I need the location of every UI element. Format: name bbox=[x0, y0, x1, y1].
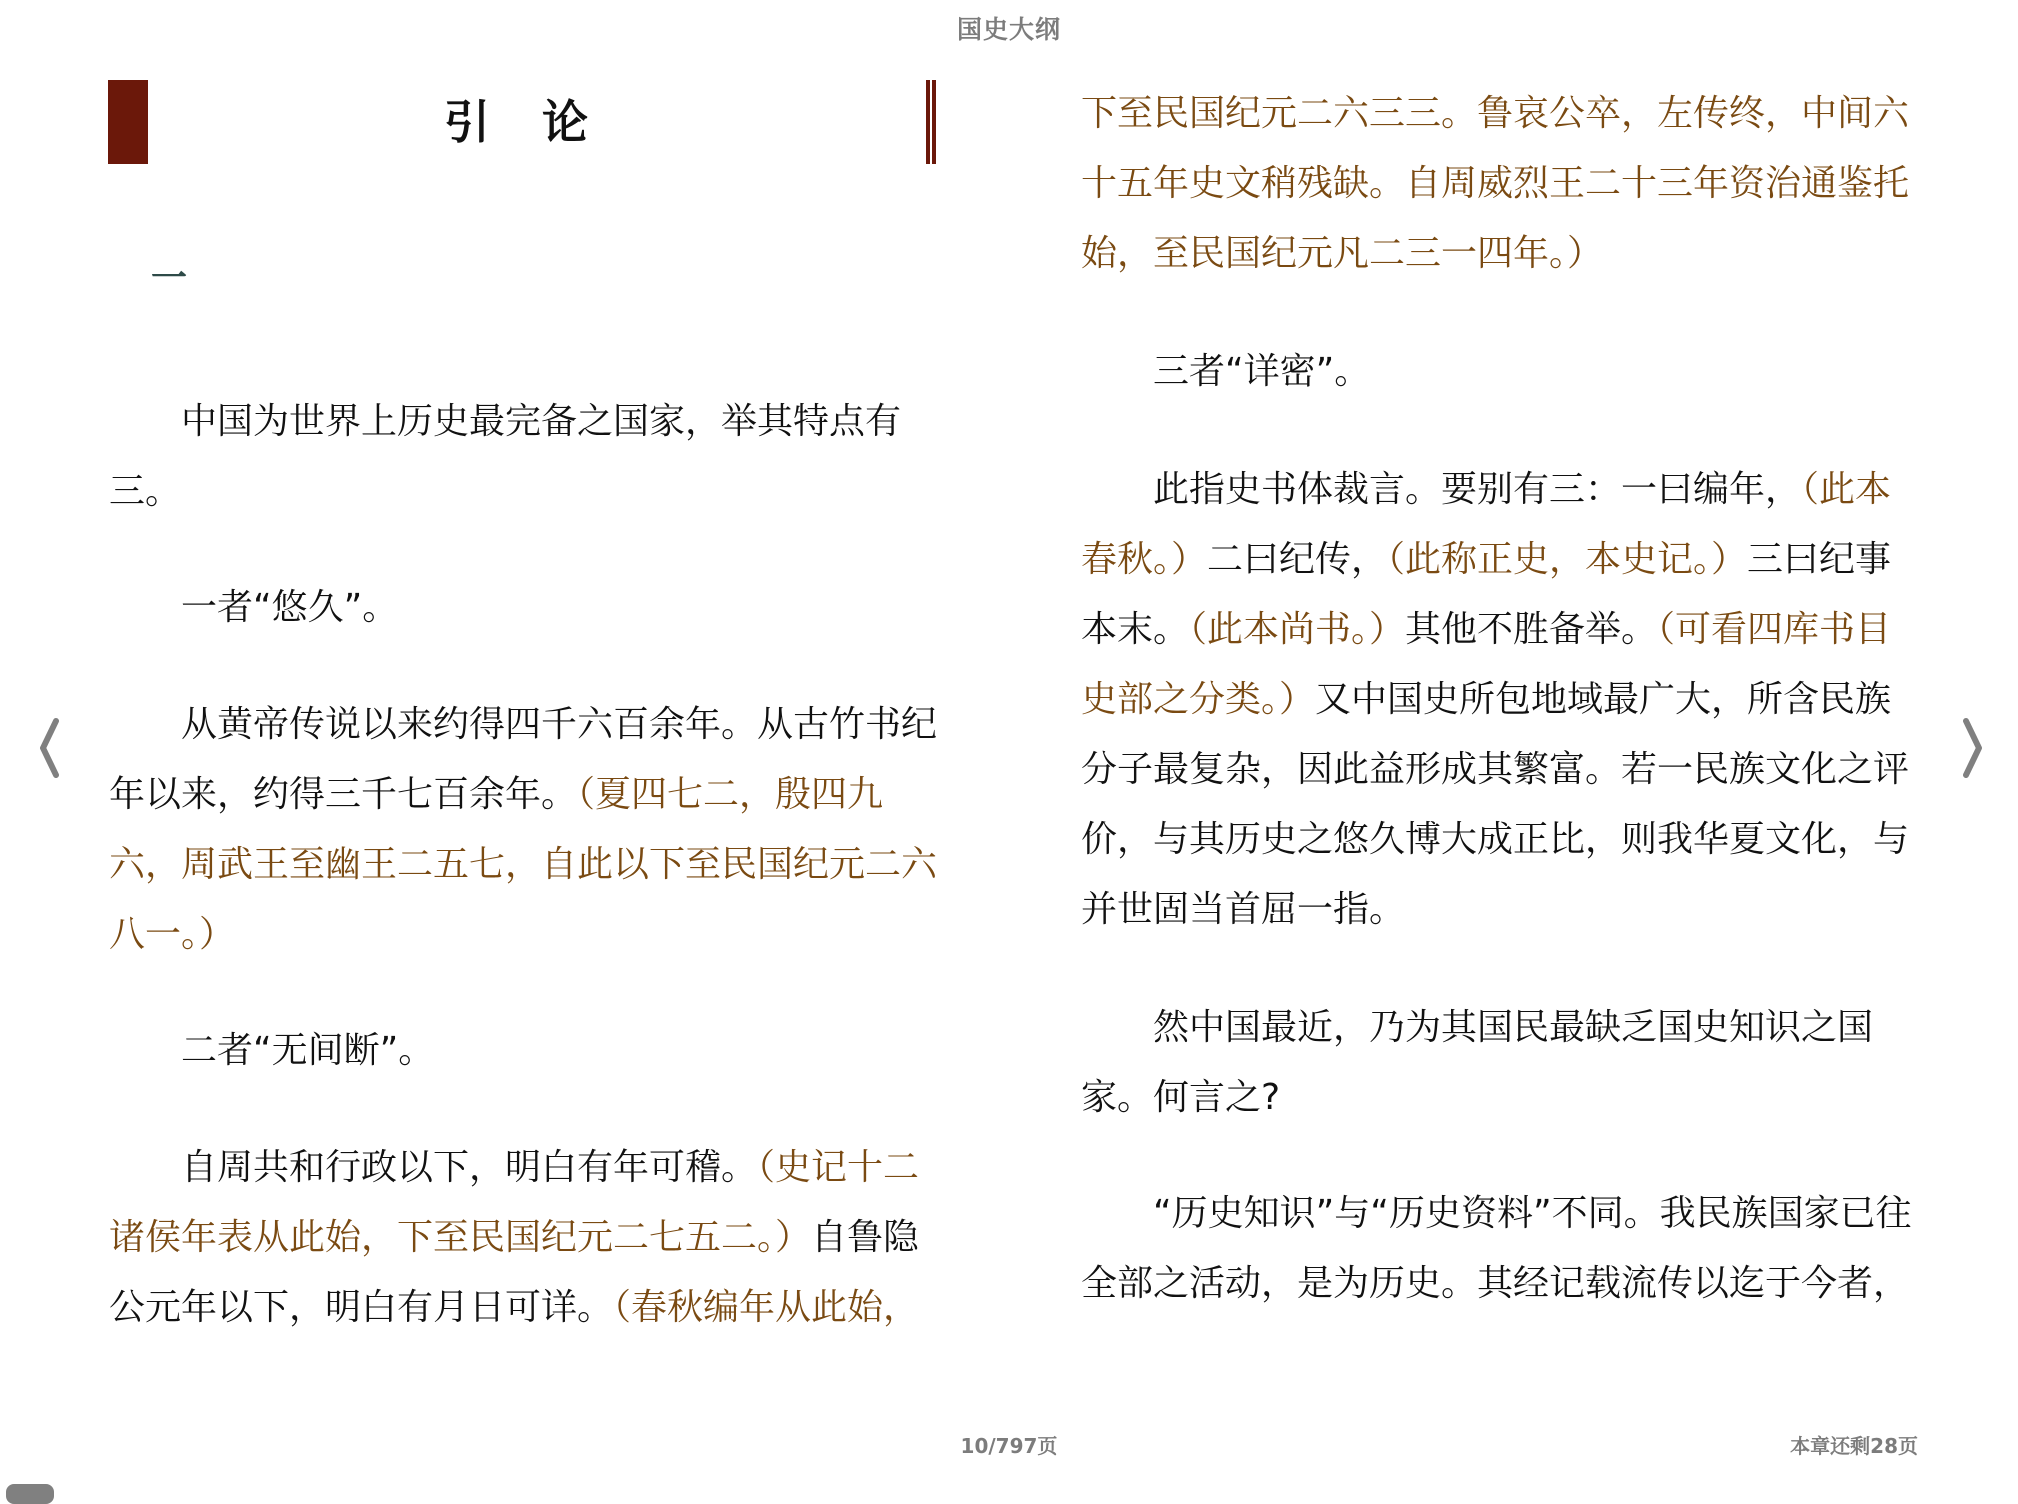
body-text: 家。何言之? bbox=[1081, 1077, 1281, 1118]
annotation-text: 春秋。） bbox=[1081, 539, 1208, 580]
body-text: 此指史书体裁言。要别有三：一曰编年， bbox=[1153, 469, 1802, 510]
body-text: 自周共和行政以下，明白有年可稽。 bbox=[181, 1147, 758, 1188]
chevron-left-icon bbox=[38, 717, 62, 779]
text-line bbox=[181, 703, 937, 747]
annotation-text: （史记十二 bbox=[757, 1147, 920, 1188]
annotation-text: 史部之分类。） bbox=[1081, 679, 1316, 720]
text-line bbox=[109, 913, 235, 957]
body-text: 并世固当首屈一指。 bbox=[1081, 889, 1406, 930]
text-line bbox=[1081, 1262, 1909, 1306]
text-line bbox=[109, 470, 181, 514]
annotation-text: 六，周武王至幽王二五七，自此以下至民国纪元二六 bbox=[109, 844, 938, 885]
body-text: 价，与其历史之悠久博大成正比，则我华夏文化，与 bbox=[1081, 819, 1910, 860]
text-line bbox=[1081, 888, 1405, 932]
annotation-text: （春秋编年从此始， bbox=[613, 1287, 920, 1328]
annotation-text: 十五年史文稍残缺。自周威烈王二十三年资治通鉴托 bbox=[1081, 163, 1910, 204]
text-line bbox=[181, 400, 901, 444]
body-text: 其他不胜备举。 bbox=[1405, 609, 1658, 650]
body-text: 一者“悠久”。 bbox=[181, 587, 399, 628]
text-line bbox=[109, 773, 883, 817]
body-text: 三者“详密”。 bbox=[1153, 351, 1371, 392]
corner-handle[interactable] bbox=[6, 1484, 54, 1504]
chapter-remaining-pages: 本章还剩28页 bbox=[1790, 1434, 1918, 1458]
chapter-title: 引 论 bbox=[443, 95, 606, 149]
section-marker: 一 bbox=[151, 258, 188, 299]
accent-bar bbox=[932, 80, 936, 164]
annotation-text: （此称正史，本史记。） bbox=[1387, 539, 1748, 580]
text-line bbox=[1153, 1192, 1912, 1236]
body-text: 二者“无间断”。 bbox=[181, 1030, 435, 1071]
annotation-text: 诸侯年表从此始，下至民国纪元二七五二。） bbox=[109, 1217, 812, 1258]
body-text: “历史知识”与“历史资料”不同。我民族国家已往 bbox=[1153, 1193, 1912, 1234]
chapter-accent-bars bbox=[926, 80, 936, 164]
annotation-text: （可看四库书目 bbox=[1657, 609, 1892, 650]
body-text: 中国为世界上历史最完备之国家，举其特点有 bbox=[181, 401, 902, 442]
text-line bbox=[1081, 748, 1909, 792]
body-text: 三曰纪事 bbox=[1747, 539, 1892, 580]
text-line bbox=[1153, 468, 1891, 512]
body-text: 三。 bbox=[109, 471, 182, 512]
annotation-text: 八一。） bbox=[109, 914, 236, 955]
text-line bbox=[109, 1216, 919, 1260]
body-text: 然中国最近，乃为其国民最缺乏国史知识之国 bbox=[1153, 1007, 1874, 1048]
text-line bbox=[1081, 162, 1909, 206]
text-line bbox=[1081, 538, 1891, 582]
next-page-button[interactable] bbox=[1952, 716, 1992, 780]
accent-bar bbox=[926, 80, 930, 164]
chapter-header bbox=[109, 80, 941, 164]
text-line bbox=[1081, 92, 1909, 136]
text-line bbox=[109, 1286, 919, 1330]
body-text: 二曰纪传， bbox=[1207, 539, 1388, 580]
body-text: 全部之活动，是为历史。其经记载流传以迄于今者， bbox=[1081, 1263, 1910, 1304]
text-line bbox=[1081, 678, 1891, 722]
body-text: 又中国史所包地域最广大，所含民族 bbox=[1315, 679, 1892, 720]
text-line bbox=[181, 586, 398, 630]
chevron-right-icon bbox=[1960, 717, 1984, 779]
body-text: 分子最复杂，因此益形成其繁富。若一民族文化之评 bbox=[1081, 749, 1910, 790]
text-line bbox=[1081, 1076, 1280, 1120]
text-line bbox=[1081, 232, 1603, 276]
left-page bbox=[109, 0, 941, 1400]
right-page bbox=[1081, 0, 1913, 1400]
body-text: 自鲁隐 bbox=[811, 1217, 920, 1258]
page-number: 10/797页 bbox=[960, 1434, 1058, 1458]
annotation-text: （此本尚书。） bbox=[1189, 609, 1406, 650]
book-title: 国史大纲 bbox=[956, 15, 1061, 44]
annotation-text: 始，至民国纪元凡二三一四年。） bbox=[1081, 233, 1604, 274]
annotation-text: （此本 bbox=[1801, 469, 1892, 510]
previous-page-button[interactable] bbox=[30, 716, 70, 780]
text-line bbox=[1081, 608, 1891, 652]
annotation-text: 下至民国纪元二六三三。鲁哀公卒，左传终，中间六 bbox=[1081, 93, 1910, 134]
body-text: 年以来，约得三千七百余年。 bbox=[109, 774, 578, 815]
text-line bbox=[181, 1146, 919, 1190]
body-text: 公元年以下，明白有月日可详。 bbox=[109, 1287, 614, 1328]
body-text: 本末。 bbox=[1081, 609, 1190, 650]
text-line bbox=[1153, 350, 1370, 394]
text-line bbox=[181, 1029, 434, 1073]
text-line bbox=[1153, 1006, 1873, 1050]
text-line bbox=[1081, 818, 1909, 862]
body-text: 从黄帝传说以来约得四千六百余年。从古竹书纪 bbox=[181, 704, 938, 745]
text-line bbox=[109, 843, 937, 887]
annotation-text: （夏四七二，殷四九 bbox=[577, 774, 884, 815]
